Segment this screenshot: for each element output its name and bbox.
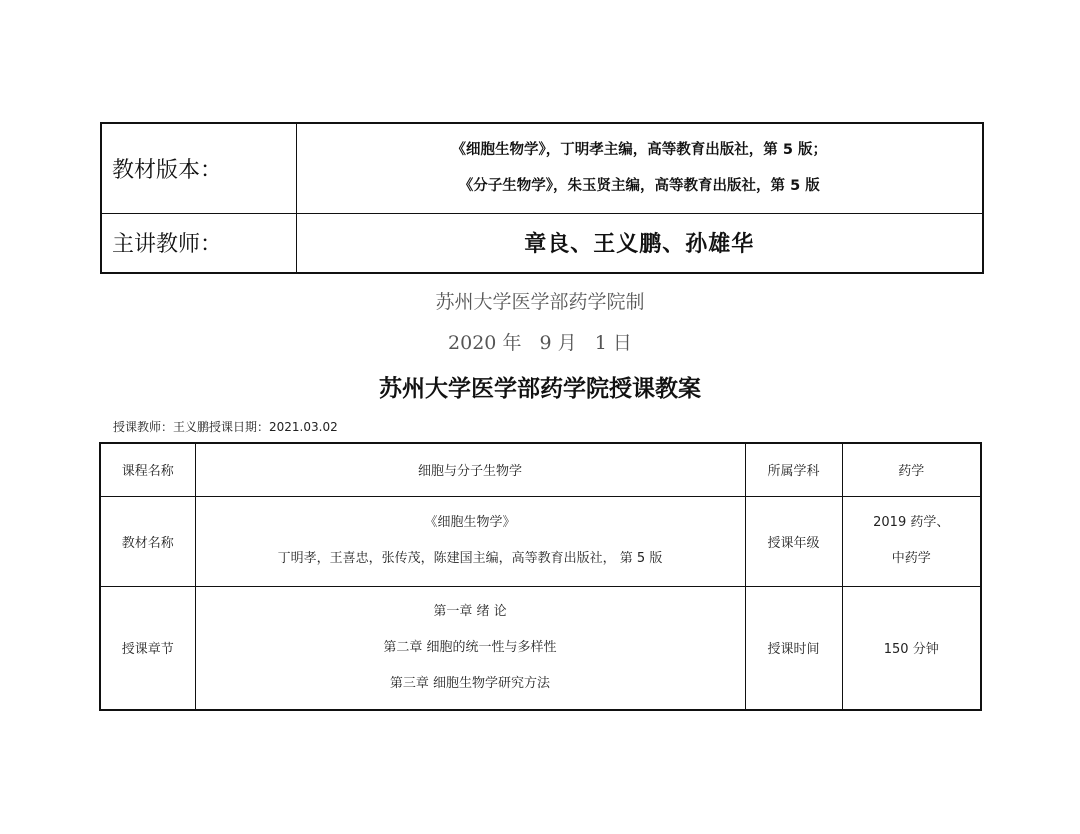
grade-label: 授课年级 <box>745 496 842 586</box>
chapter-item: 第三章 细胞生物学研究方法 <box>389 675 551 691</box>
subject-value: 药学 <box>842 443 981 496</box>
date-text: 2020 年 9 月 1 日 <box>448 332 632 354</box>
textbook-line-2: 丁明孝，王喜忠，张传茂，陈建国主编，高等教育出版社， 第 5 版 <box>277 551 663 566</box>
edition-label: 教材版本： <box>101 123 296 213</box>
teacher-names: 章良、王义鹏、孙雄华 <box>296 213 983 273</box>
textbook-row <box>100 496 981 586</box>
course-info-table <box>99 442 982 711</box>
textbook-teacher-table <box>100 122 984 274</box>
textbook-value <box>195 496 745 586</box>
course-name-label: 课程名称 <box>100 443 195 496</box>
teacher-date-info: 授课教师：王义鹏授课日期：2021.03.02 <box>113 420 338 434</box>
chapter-row <box>100 586 981 710</box>
edition-line-2: 《分子生物学》，朱玉贤主编，高等教育出版社，第 5 版 <box>458 178 820 195</box>
course-name-value: 细胞与分子生物学 <box>195 443 745 496</box>
edition-value <box>296 123 983 213</box>
made-by-text: 苏州大学医学部药学院制 <box>435 291 645 313</box>
plan-title: 苏州大学医学部药学院授课教案 <box>379 376 701 402</box>
grade-line-2: 中药学 <box>891 551 931 566</box>
textbook-line-1: 《细胞生物学》 <box>424 515 516 530</box>
chapter-item: 第二章 细胞的统一性与多样性 <box>383 639 557 655</box>
chapter-list <box>195 586 745 710</box>
chapter-item: 第一章 绪 论 <box>433 603 507 619</box>
teacher-label: 主讲教师： <box>101 213 296 273</box>
teacher-row <box>101 213 983 273</box>
grade-line-1: 2019 药学、 <box>873 515 950 530</box>
edition-line-1: 《细胞生物学》，丁明孝主编，高等教育出版社，第 5 版； <box>451 142 827 159</box>
course-name-row <box>100 443 981 496</box>
subject-label: 所属学科 <box>745 443 842 496</box>
grade-value <box>842 496 981 586</box>
time-value: 150 分钟 <box>842 586 981 710</box>
edition-row <box>101 123 983 213</box>
time-label: 授课时间 <box>745 586 842 710</box>
textbook-label: 教材名称 <box>100 496 195 586</box>
chapter-label: 授课章节 <box>100 586 195 710</box>
